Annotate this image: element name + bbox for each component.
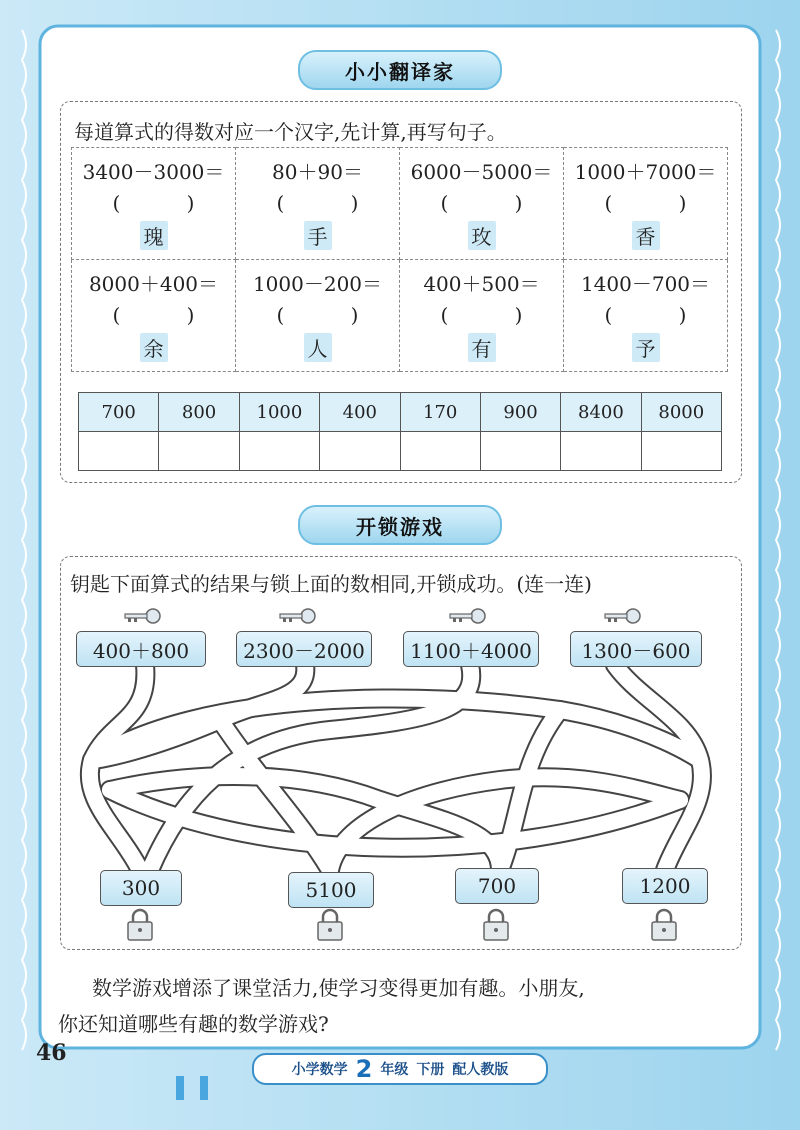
closing-paragraph-line-2: 你还知道哪些有趣的数学游戏? (58, 1012, 329, 1036)
hanzi: 人 (304, 333, 332, 362)
page-tab-marker (176, 1076, 184, 1100)
padlock-icon (484, 910, 508, 940)
padlock-icon (318, 910, 342, 940)
equation: 6000－5000＝ (410, 160, 553, 184)
page-tab-marker (200, 1076, 208, 1100)
key-icon (605, 609, 640, 623)
answer-number: 800 (159, 393, 239, 432)
footer-subject: 小学数学 (291, 1062, 348, 1078)
book-info-footer (252, 1053, 548, 1085)
hanzi: 余 (140, 333, 168, 362)
footer-volume: 下册 (416, 1062, 445, 1078)
equation: 400＋500＝ (423, 272, 540, 296)
unlock-instruction: 钥匙下面算式的结果与锁上面的数相同,开锁成功。(连一连) (70, 572, 592, 596)
page-number: 46 (36, 1040, 67, 1066)
answer-number: 1000 (239, 393, 319, 432)
key-expression-box[interactable]: 1300－600 (570, 631, 702, 667)
answer-number: 170 (400, 393, 480, 432)
hanzi: 瑰 (140, 221, 168, 250)
hanzi: 予 (632, 333, 660, 362)
lock-number-box[interactable]: 5100 (288, 872, 374, 908)
lock-number-box[interactable]: 300 (100, 870, 182, 906)
hanzi: 香 (632, 221, 660, 250)
equation: 1000＋7000＝ (574, 160, 717, 184)
answer-number: 8400 (561, 393, 641, 432)
equation: 1400－700＝ (580, 272, 711, 296)
answer-number: 700 (79, 393, 159, 432)
equation: 1000－200＝ (252, 272, 383, 296)
section-title-unlock-game: 开锁游戏 (298, 505, 502, 545)
answer-blank[interactable]: ( ) (440, 303, 523, 327)
hanzi: 手 (304, 221, 332, 250)
closing-paragraph-line-1: 数学游戏增添了课堂活力,使学习变得更加有趣。小朋友, (92, 976, 585, 1000)
answer-blank[interactable]: ( ) (604, 303, 687, 327)
padlock-icon (128, 910, 152, 940)
key-icon (450, 609, 485, 623)
hanzi: 有 (468, 333, 496, 362)
key-icon (125, 609, 160, 623)
key-expression-box[interactable]: 2300－2000 (236, 631, 372, 667)
footer-grade-number: 2 (355, 1055, 373, 1083)
key-icon (280, 609, 315, 623)
answer-number: 400 (320, 393, 400, 432)
key-expression-box[interactable]: 400＋800 (76, 631, 206, 667)
answer-blank[interactable]: ( ) (112, 191, 195, 215)
translator-instruction: 每道算式的得数对应一个汉字,先计算,再写句子。 (74, 120, 507, 144)
footer-edition: 配人教版 (452, 1062, 509, 1078)
answer-blank[interactable]: ( ) (440, 191, 523, 215)
hanzi: 玫 (468, 221, 496, 250)
lock-number-box[interactable]: 700 (455, 868, 539, 904)
answer-blank[interactable]: ( ) (604, 191, 687, 215)
answer-number: 8000 (641, 393, 721, 432)
footer-grade-label: 年级 (380, 1062, 409, 1078)
answer-blank[interactable]: ( ) (276, 303, 359, 327)
equation: 8000＋400＝ (88, 272, 219, 296)
lock-number-box[interactable]: 1200 (622, 868, 708, 904)
equation: 80＋90＝ (272, 160, 363, 184)
key-expression-box[interactable]: 1100＋4000 (403, 631, 539, 667)
answer-number: 900 (480, 393, 560, 432)
answer-blank[interactable]: ( ) (276, 191, 359, 215)
answer-blank[interactable]: ( ) (112, 303, 195, 327)
padlock-icon (652, 910, 676, 940)
equation: 3400－3000＝ (82, 160, 225, 184)
section-title-translator: 小小翻译家 (298, 50, 502, 90)
